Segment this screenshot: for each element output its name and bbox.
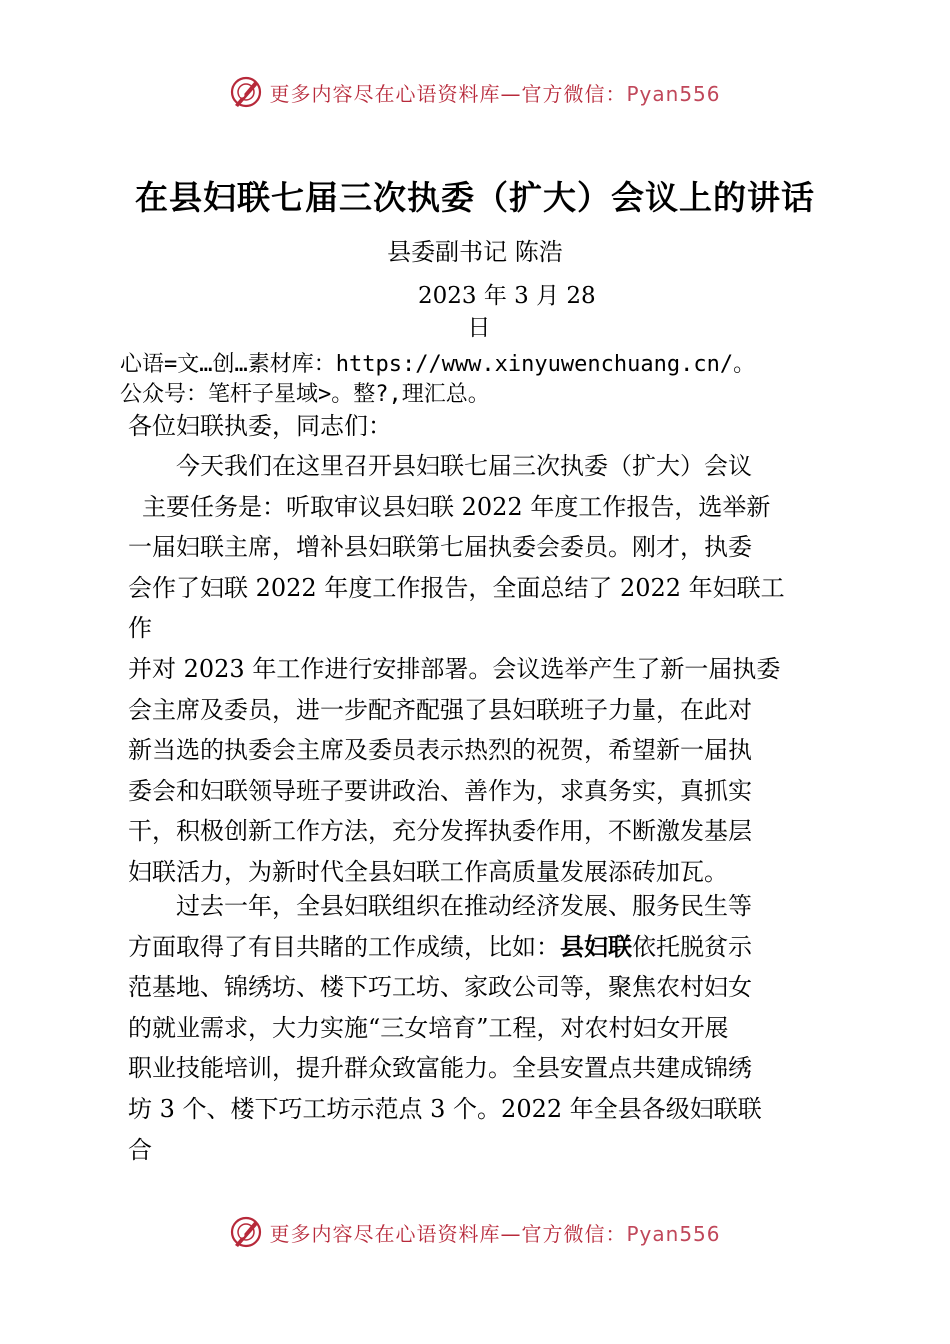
p2-line: 并对 2023 年工作进行安排部署。会议选举产生了新一届执委	[128, 655, 781, 683]
paragraph-2	[128, 649, 832, 893]
p3-text: 方面取得了有目共睹的工作成绩，比如：	[128, 932, 560, 961]
p1-line: 会作了妇联 2022 年度工作报告，全面总结了 2022 年妇联工	[128, 573, 785, 602]
source-line-1: 心语=文…创…素材库：https://www.xinyuwenchuang.cn/。	[120, 352, 756, 377]
paragraph-3	[128, 886, 832, 1170]
pen-circle-logo-icon	[229, 75, 263, 109]
bold-org-name: 县妇联	[560, 932, 632, 961]
salutation: 各位妇联执委，同志们：	[128, 412, 392, 440]
date-line-2: 日	[467, 315, 491, 341]
paragraph-1	[128, 446, 832, 649]
p2-line: 委会和妇联领导班子要讲政治、善作为，求真务实，真抓实	[128, 776, 752, 805]
author-line: 县委副书记 陈浩	[387, 238, 563, 266]
pen-circle-logo-icon	[229, 1215, 263, 1249]
p2-line: 干，积极创新工作方法，充分发挥执委作用，不断激发基层	[128, 817, 752, 846]
date-line-1: 2023 年 3 月 28	[418, 283, 596, 309]
banner-text: 更多内容尽在心语资料库—官方微信：Pyan556	[269, 81, 721, 106]
date-line	[418, 280, 596, 344]
source-line-2: 公众号：笔杆子星域>。整?,理汇总。	[120, 382, 490, 407]
banner-text: 更多内容尽在心语资料库—官方微信：Pyan556	[269, 1221, 721, 1246]
p3-line: 职业技能培训，提升群众致富能力。全县安置点共建成锦绣	[128, 1054, 752, 1083]
p3-text: 依托脱贫示	[632, 932, 752, 961]
header-banner	[0, 72, 950, 112]
document-title: 在县妇联七届三次执委（扩大）会议上的讲话	[135, 178, 815, 217]
p2-line: 会主席及委员，进一步配齐配强了县妇联班子力量，在此对	[128, 695, 752, 724]
p1-line: 一届妇联主席，增补县妇联第七届执委会委员。刚才，执委	[128, 533, 752, 562]
p1-line: 作	[128, 614, 152, 643]
p2-line: 新当选的执委会主席及委员表示热烈的祝贺，希望新一届执	[128, 736, 752, 765]
p1-line: 今天我们在这里召开县妇联七届三次执委（扩大）会议	[176, 452, 752, 480]
p2-line: 妇联活力，为新时代全县妇联工作高质量发展添砖加瓦。	[128, 857, 728, 886]
p3-line: 坊 3 个、楼下巧工坊示范点 3 个。2022 年全县各级妇联联	[128, 1094, 762, 1123]
p3-line: 合	[128, 1135, 152, 1164]
p3-line: 的就业需求，大力实施“三女培育”工程，对农村妇女开展	[128, 1013, 729, 1042]
p3-line: 过去一年，全县妇联组织在推动经济发展、服务民生等	[176, 892, 752, 920]
footer-banner	[0, 1212, 950, 1252]
p3-line: 范基地、锦绣坊、楼下巧工坊、家政公司等，聚焦农村妇女	[128, 973, 752, 1002]
p1-line: 主要任务是：听取审议县妇联 2022 年度工作报告，选举新	[142, 492, 771, 521]
p3-line	[128, 927, 832, 968]
